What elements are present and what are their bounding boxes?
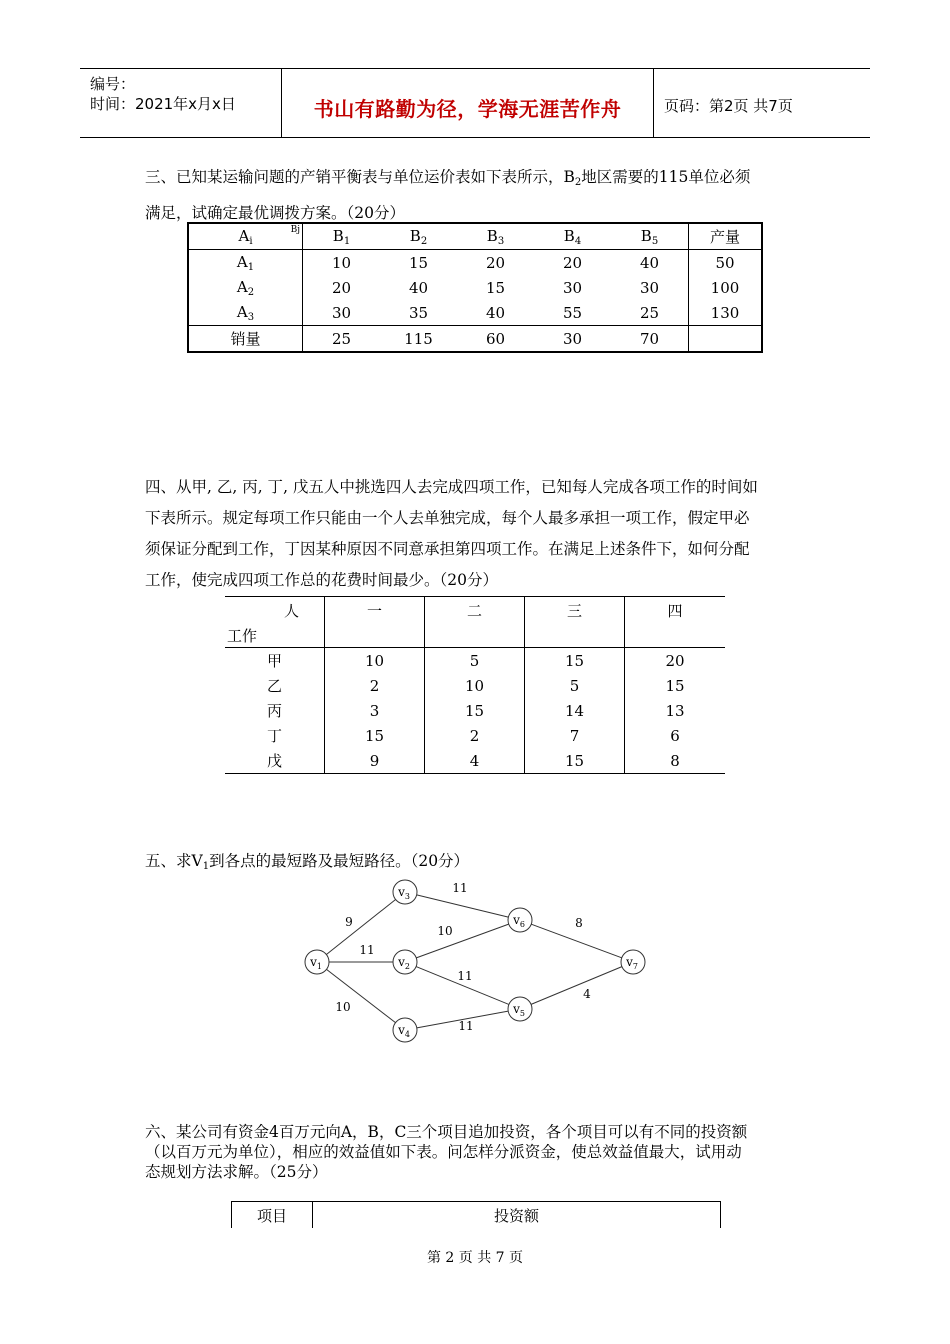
col-header: $B_4$ <box>534 223 611 250</box>
node-label-v2: $v_2$ <box>398 955 410 971</box>
q3-text <box>145 162 810 229</box>
edge-weight-v2-v6: 10 <box>437 924 453 938</box>
edge-weight-v6-v7: 8 <box>575 916 583 930</box>
q4-text: 四、从甲, 乙, 丙, 丁, 戊五人中挑选四人去完成四项工作，已知每人完成各项工作的时间如 下表所示。规定每项工作只能由一个人去单独完成，每个人最多承担一项工作，假定甲必 须保证分配到工作，丁因某种原因不同意承担第四项工作。在满足上述条件下，如何分配 工作，使完成四项工作总的花费时间最少。（20分） <box>145 478 758 589</box>
edge-weight-v1-v2: 11 <box>359 943 375 957</box>
edge-weight-v1-v4: 10 <box>335 1000 351 1014</box>
corner-b: Bj <box>290 225 300 235</box>
sales-row: 销量 25 115 60 30 70 <box>188 326 762 353</box>
table-row: 甲 10 5 15 20 <box>225 648 725 674</box>
edge-v5-v7 <box>531 967 622 1005</box>
table-row: 丁 15 2 7 6 <box>225 723 725 748</box>
node-label-v6: $v_6$ <box>513 913 525 929</box>
corner-a: A <box>238 226 250 245</box>
edge-weight-v1-v3: 9 <box>345 915 353 929</box>
header-meta-cell <box>80 69 282 137</box>
edge-v2-v6 <box>416 924 508 958</box>
table-row: 丙 3 15 14 13 <box>225 698 725 723</box>
q3-text-a: 三、已知某运输问题的产销平衡表与单位运价表如下表所示，B <box>145 168 575 186</box>
investment-table <box>231 1201 721 1228</box>
node-label-v7: $v_7$ <box>626 955 638 971</box>
edge-weight-v4-v5: 11 <box>458 1019 474 1033</box>
table-row: $A_2$ 20 40 15 30 30 100 <box>188 275 762 300</box>
col-header-project: 项目 <box>232 1202 313 1228</box>
table-row: 戊 9 4 15 8 <box>225 748 725 774</box>
q3-text-sub: 2 <box>574 177 582 188</box>
corner-cell <box>188 223 303 250</box>
node-label-v3: $v_3$ <box>398 885 410 901</box>
edge-weight-v2-v5: 11 <box>457 969 473 983</box>
doc-date-label: 时间：2021年x月x日 <box>90 95 236 113</box>
header-motto-cell <box>282 69 654 137</box>
network-graph <box>290 872 660 1052</box>
corner-a-sub: i <box>249 235 253 247</box>
edge-weight-v3-v6: 11 <box>452 881 468 895</box>
doc-number-label: 编号： <box>90 75 136 93</box>
page-header <box>80 68 870 138</box>
table-row: 乙 2 10 5 15 <box>225 673 725 698</box>
col-header-investment: 投资额 <box>493 1207 539 1225</box>
col-header: $B_3$ <box>457 223 534 250</box>
corner-cell: 人 工作 <box>225 597 325 648</box>
q3-text-b: 地区需要的115单位必须 <box>581 168 751 186</box>
node-label-v4: $v_4$ <box>398 1023 410 1039</box>
edge-weight-v5-v7: 4 <box>583 987 591 1001</box>
transport-table <box>187 222 763 353</box>
node-label-v1: $v_1$ <box>310 955 322 971</box>
header-motto: 书山有路勤为径，学海无涯苦作舟 <box>313 97 622 121</box>
assignment-table: 人 工作 一 二 三 四 甲 10 5 15 20 乙 2 10 5 15 丙 3 15 14 13 丁 15 2 7 6 戊 9 4 15 8 <box>225 596 725 774</box>
table-row: $A_3$ 30 35 40 55 25 130 <box>188 300 762 326</box>
edge-v1-v4 <box>326 969 395 1022</box>
table-row: $A_1$ 10 15 20 20 40 50 <box>188 250 762 276</box>
col-header: $B_2$ <box>380 223 457 250</box>
col-header: $B_1$ <box>303 223 381 250</box>
col-header: $B_5$ <box>611 223 689 250</box>
edge-v3-v6 <box>417 895 509 917</box>
q5-text: 五、求$V_1$到各点的最短路及最短路径。（20分） <box>145 852 470 872</box>
header-page-number: 页码：第2页 共7页 <box>664 97 793 115</box>
col-header-production: 产量 <box>689 223 763 250</box>
node-label-v5: $v_5$ <box>513 1002 525 1018</box>
header-page-cell <box>654 69 870 137</box>
page-footer: 第 2 页 共 7 页 <box>426 1250 524 1266</box>
q6-text: 六、某公司有资金4百万元向A，B，C三个项目追加投资，各个项目可以有不同的投资额 （以百万元为单位），相应的效益值如下表。问怎样分派资金，使总效益值最大，试用动 态规划方法求解。（25分） <box>145 1123 748 1181</box>
q3-text-2: 满足，试确定最优调拨方案。（20分） <box>145 204 405 222</box>
